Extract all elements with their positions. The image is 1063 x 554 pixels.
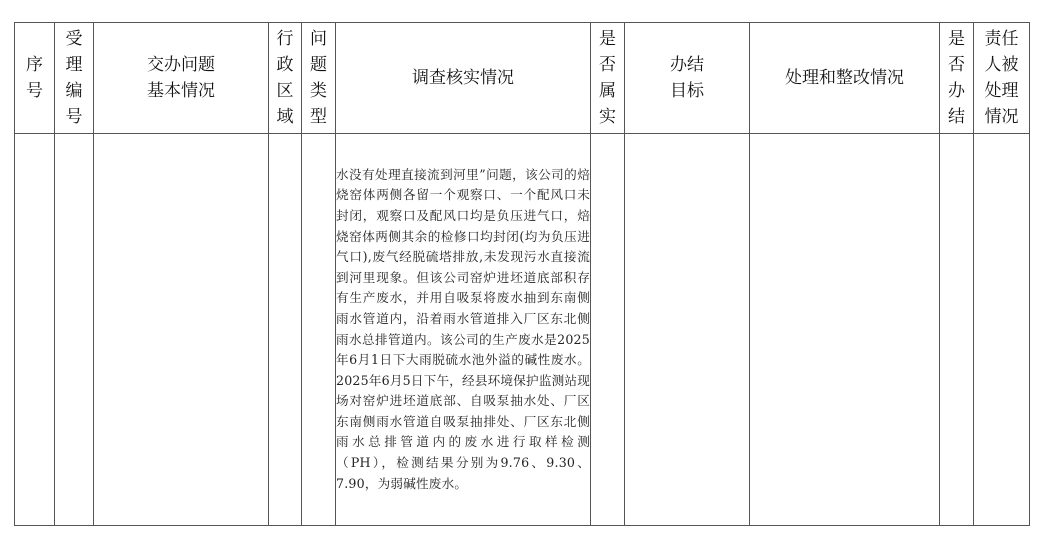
cell-admin-region xyxy=(269,134,302,526)
cell-investigation: 水没有处理直接流到河里”问题，该公司的焙烧窑体两侧各留一个观察口、一个配风口未封闭，观察口及配风口均是负压进气口，焙烧窑体两侧其余的检修口均封闭(均为负压进气口),废气经脱硫塔排放,未发现污水直接流到河里现象。但该公司窑炉进坯道底部积存有生产废水，并用自吸泵将废水抽到东南侧雨水管道内，沿着雨水管道排入厂区东北侧雨水总排管道内。该公司的生产废水是2025年6月1日下大雨脱硫水池外溢的碱性废水。2025年6月5日下午，经县环境保护监测站现场对窑炉进坯道底部、自吸泵抽水处、厂区东南侧雨水管道自吸泵抽排处、厂区东北侧雨水总排管道内的废水进行取样检测（PH），检测结果分别为9.76、9.30、7.90，为弱碱性废水。 xyxy=(336,134,591,526)
cell-accept-no xyxy=(55,134,94,526)
header-row xyxy=(15,23,1030,134)
header-closed: 是否办结 xyxy=(940,23,974,134)
header-accountability: 责任人被处理情况 xyxy=(974,23,1030,134)
header-accept-no: 受理编号 xyxy=(55,23,94,134)
cell-issue-type xyxy=(302,134,336,526)
header-closure-goal: 办结目标 xyxy=(625,23,750,134)
table-row xyxy=(15,134,1030,526)
header-assigned-issue: 交办问题基本情况 xyxy=(94,23,269,134)
cell-rectification xyxy=(750,134,940,526)
header-verified: 是否属实 xyxy=(591,23,625,134)
case-table xyxy=(14,22,1030,526)
cell-closed xyxy=(940,134,974,526)
header-investigation: 调查核实情况 xyxy=(336,23,591,134)
cell-closure-goal xyxy=(625,134,750,526)
header-seq: 序号 xyxy=(15,23,55,134)
cell-seq xyxy=(15,134,55,526)
cell-verified xyxy=(591,134,625,526)
header-admin-region: 行政区域 xyxy=(269,23,302,134)
header-rectification: 处理和整改情况 xyxy=(750,23,940,134)
header-issue-type: 问题类型 xyxy=(302,23,336,134)
cell-accountability xyxy=(974,134,1030,526)
cell-assigned-issue xyxy=(94,134,269,526)
